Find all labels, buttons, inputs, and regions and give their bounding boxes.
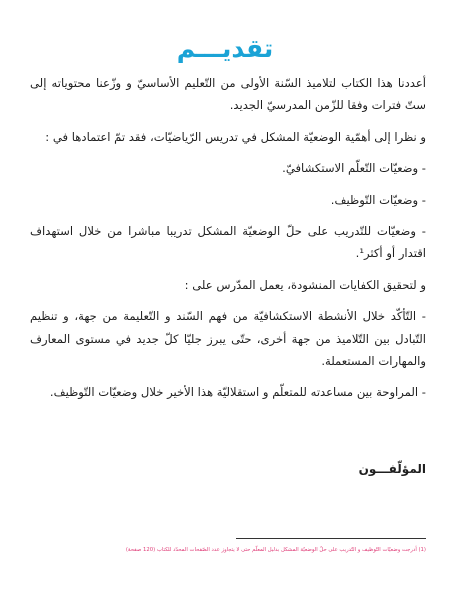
footnote: (1) أدرجت وضعيّات التّوظيف و التّدريب على حلّ الوضعيّة المشكل بدليل المعلّم حتى لا يتجاوز عدد الصّفحات المحدّد للكتاب (120 صفحة) <box>125 547 426 553</box>
list-item: - المراوحة بين مساعدته للمتعلّم و استقلاليّة هذا الأخير خلال وضعيّات التّوظيف. <box>49 385 426 400</box>
list-item: - وضعيّات للتّدريب على حلّ الوضعيّة المشكل تدريبا مباشرا من خلال استهداف اقتدار أو أكثر¹. <box>30 224 426 261</box>
list-item: - وضعيّات التّوظيف. <box>330 192 426 207</box>
list-item: - وضعيّات التّعلّم الاستكشافيّ. <box>282 161 426 176</box>
preface-body <box>30 72 426 404</box>
paragraph-intro: أعددنا هذا الكتاب لتلاميذ السّنة الأولى من التّعليم الأساسيّ و وزّعنا محتوياته إلى ستّ فترات وفقا للزّمن المدرسيّ الجديد. <box>30 76 426 113</box>
list-item: - التّأكّد خلال الأنشطة الاستكشافيّة من فهم السّند و التّعليمة من جهة، و تنظيم التّبادل بين التّلاميذ من جهة أخرى، حتّى يبرز جليّا كلّ جديد في مستوى المعارف والمهارات المستعملة. <box>30 309 426 369</box>
footnote-divider <box>236 538 426 539</box>
author-signature: المؤلّفـــون <box>358 462 426 476</box>
page-title: تقديـــم <box>176 34 274 63</box>
paragraph-problem-situation: و نظرا إلى أهمّية الوضعيّة المشكل في تدريس الرّياضيّات، فقد تمّ اعتمادها في : <box>45 129 426 144</box>
paragraph-competencies: و لتحقيق الكفايات المنشودة، يعمل المدّرس على : <box>184 277 426 292</box>
